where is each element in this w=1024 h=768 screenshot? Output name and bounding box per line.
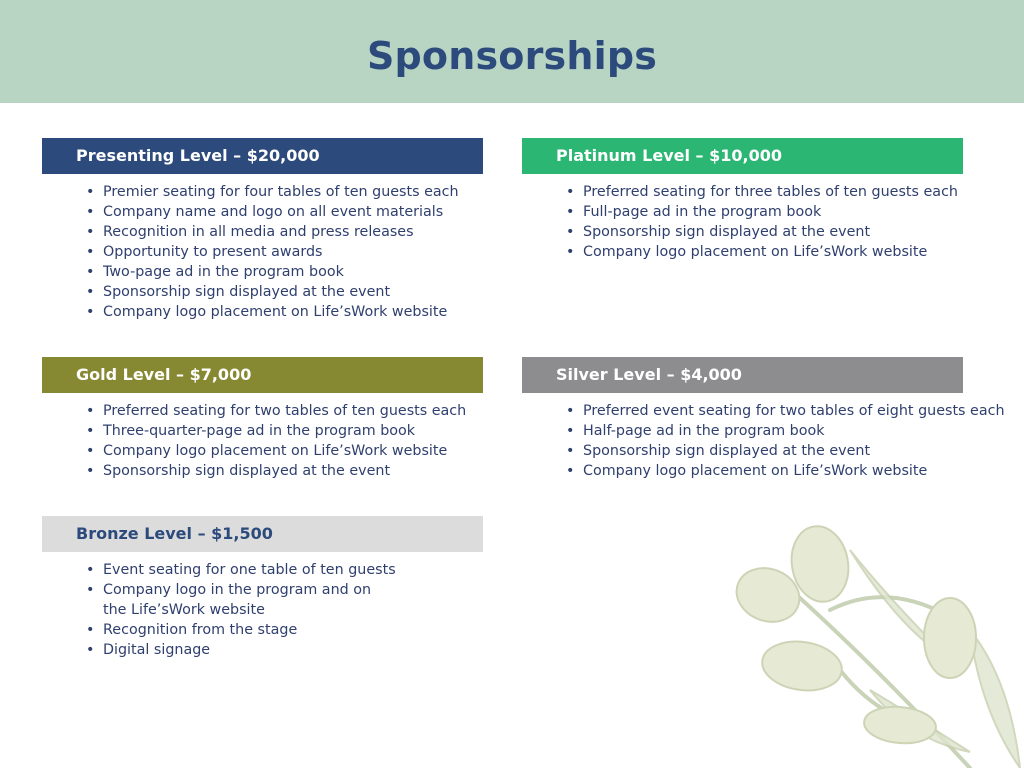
list-item-continuation: the Life’sWork website bbox=[103, 602, 265, 618]
list-item: • Company logo placement on Life’sWork website bbox=[583, 242, 963, 262]
list-item: • Sponsorship sign displayed at the event bbox=[103, 461, 483, 481]
bronze-benefits-list bbox=[42, 560, 483, 660]
platinum-level-heading: Platinum Level – $10,000 bbox=[522, 138, 963, 174]
list-item: • Premier seating for four tables of ten guests each bbox=[103, 182, 483, 202]
gold-level-heading: Gold Level – $7,000 bbox=[42, 357, 483, 393]
presenting-benefits-list bbox=[42, 182, 483, 322]
gold-benefits-list bbox=[42, 401, 483, 481]
list-item: • Sponsorship sign displayed at the event bbox=[583, 222, 963, 242]
presenting-level-section bbox=[42, 138, 483, 322]
page-header bbox=[0, 0, 1024, 103]
list-item: • Sponsorship sign displayed at the event bbox=[103, 282, 483, 302]
silver-level-heading: Silver Level – $4,000 bbox=[522, 357, 963, 393]
list-item: • Preferred event seating for two tables of eight guests each bbox=[583, 401, 963, 421]
list-item: • Recognition from the stage bbox=[103, 620, 483, 640]
bronze-level-heading: Bronze Level – $1,500 bbox=[42, 516, 483, 552]
gold-level-section bbox=[42, 357, 483, 481]
list-item: • Preferred seating for two tables of ten guests each bbox=[103, 401, 483, 421]
presenting-level-heading: Presenting Level – $20,000 bbox=[42, 138, 483, 174]
list-item: • Recognition in all media and press releases bbox=[103, 222, 483, 242]
list-item: • Company logo placement on Life’sWork website bbox=[103, 302, 483, 322]
list-item: • Two-page ad in the program book bbox=[103, 262, 483, 282]
list-item: • Full-page ad in the program book bbox=[583, 202, 963, 222]
page-title: Sponsorships bbox=[366, 33, 658, 78]
list-item: • Preferred seating for three tables of ten guests each bbox=[583, 182, 963, 202]
list-item: • Opportunity to present awards bbox=[103, 242, 483, 262]
platinum-level-section bbox=[522, 138, 963, 262]
list-item: • Half-page ad in the program book bbox=[583, 421, 963, 441]
list-item: • Three-quarter-page ad in the program book bbox=[103, 421, 483, 441]
list-item: • Digital signage bbox=[103, 640, 483, 660]
platinum-benefits-list bbox=[522, 182, 963, 262]
silver-benefits-list bbox=[522, 401, 1005, 481]
list-item: • Company logo placement on Life’sWork website bbox=[583, 461, 963, 481]
silver-level-section bbox=[522, 357, 1005, 481]
olive-branch-icon bbox=[720, 520, 1024, 768]
bronze-level-section bbox=[42, 516, 483, 660]
list-item: • Company name and logo on all event materials bbox=[103, 202, 483, 222]
list-item: • Sponsorship sign displayed at the event bbox=[583, 441, 963, 461]
list-item: • Company logo placement on Life’sWork website bbox=[103, 441, 483, 461]
list-item: • Event seating for one table of ten guests bbox=[103, 560, 483, 580]
list-item: • Company logo in the program and on bbox=[103, 580, 483, 600]
